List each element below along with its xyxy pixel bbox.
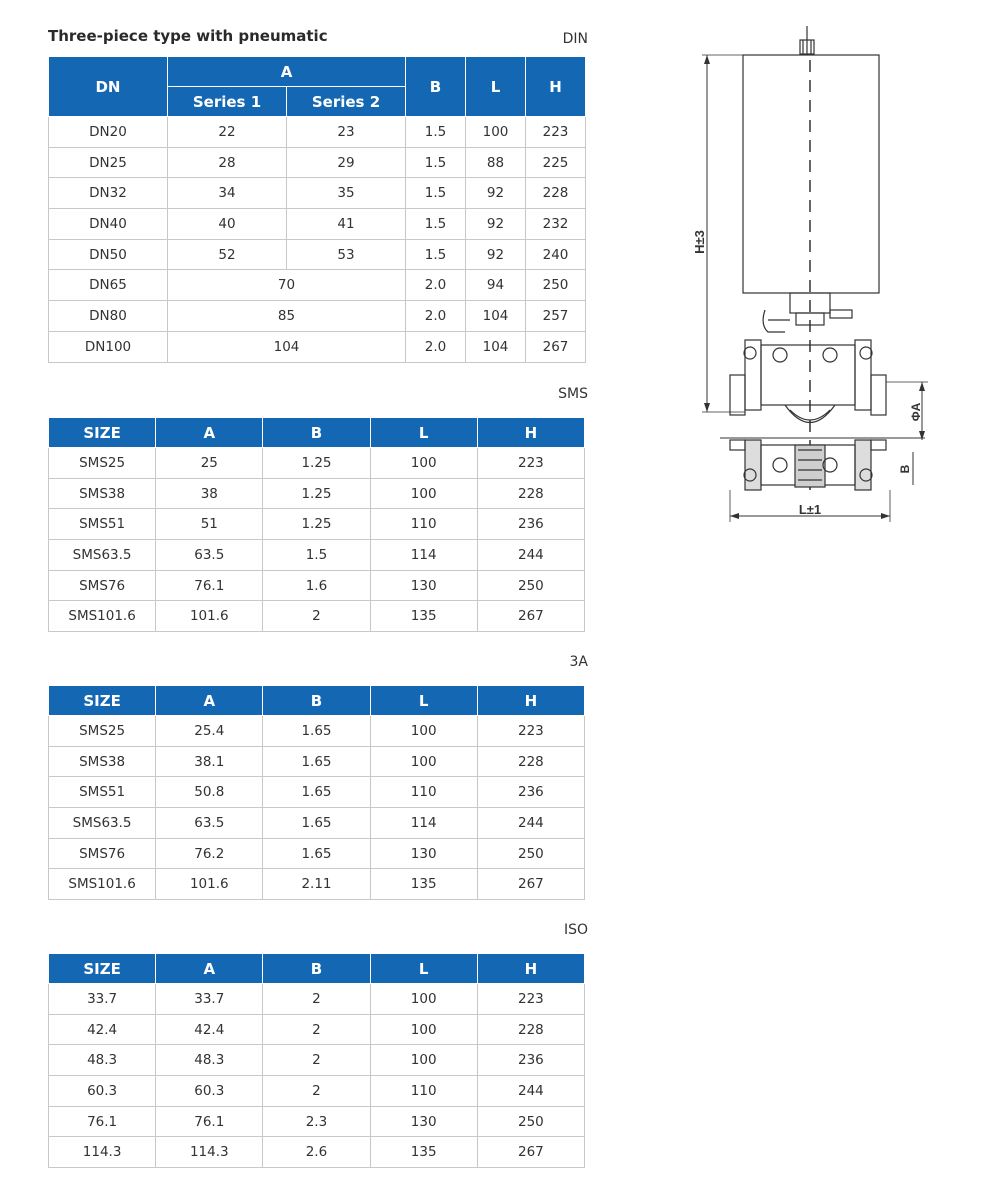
table-row — [49, 147, 586, 178]
cell-b: 2.6 — [263, 1137, 370, 1168]
cell-b: 2 — [263, 1014, 370, 1045]
cell-a-series1: 52 — [168, 239, 287, 270]
cell-h: 257 — [526, 301, 586, 332]
cell-size: 33.7 — [49, 984, 156, 1015]
cell-h: 236 — [477, 509, 584, 540]
cell-b: 2 — [263, 984, 370, 1015]
table-row — [49, 1106, 585, 1137]
cell-size: SMS101.6 — [49, 869, 156, 900]
table-row — [49, 601, 585, 632]
cell-l: 100 — [370, 716, 477, 747]
table-row — [49, 1137, 585, 1168]
cell-a: 104 — [168, 331, 406, 362]
cell-h: 236 — [477, 777, 584, 808]
cell-b: 1.5 — [406, 178, 466, 209]
cell-size: SMS25 — [49, 448, 156, 479]
cell-a-series2: 53 — [287, 239, 406, 270]
cell-h: 250 — [526, 270, 586, 301]
table-row — [49, 1045, 585, 1076]
cell-size: 114.3 — [49, 1137, 156, 1168]
cell-h: 236 — [477, 1045, 584, 1076]
cell-a: 85 — [168, 301, 406, 332]
cell-dn: DN100 — [49, 331, 168, 362]
cell-a: 114.3 — [156, 1137, 263, 1168]
cell-a: 25.4 — [156, 716, 263, 747]
cell-a: 76.1 — [156, 570, 263, 601]
cell-a: 63.5 — [156, 540, 263, 571]
cell-l: 100 — [370, 1045, 477, 1076]
cell-a: 76.1 — [156, 1106, 263, 1137]
table-row — [49, 270, 586, 301]
cell-b: 1.5 — [406, 239, 466, 270]
cell-size: SMS25 — [49, 716, 156, 747]
table-row — [49, 509, 585, 540]
cell-size: SMS76 — [49, 570, 156, 601]
cell-h: 228 — [526, 178, 586, 209]
cell-h: 228 — [477, 478, 584, 509]
cell-h: 244 — [477, 540, 584, 571]
cell-a-series1: 28 — [168, 147, 287, 178]
cell-h: 250 — [477, 838, 584, 869]
col-header-l: L — [466, 57, 526, 117]
cell-b: 2.0 — [406, 331, 466, 362]
cell-dn: DN65 — [49, 270, 168, 301]
cell-dn: DN40 — [49, 209, 168, 240]
col-header-a: A — [156, 954, 263, 984]
iso-label: ISO — [563, 922, 588, 938]
cell-b: 1.5 — [406, 209, 466, 240]
col-header-size: SIZE — [49, 686, 156, 716]
cell-a-series2: 41 — [287, 209, 406, 240]
cell-a: 38.1 — [156, 746, 263, 777]
col-header-dn: DN — [49, 57, 168, 117]
cell-size: 76.1 — [49, 1106, 156, 1137]
cell-a: 63.5 — [156, 808, 263, 839]
cell-b: 2.11 — [263, 869, 370, 900]
cell-size: SMS101.6 — [49, 601, 156, 632]
cell-h: 228 — [477, 746, 584, 777]
cell-b: 2.0 — [406, 270, 466, 301]
col-header-series1: Series 1 — [168, 87, 287, 117]
cell-l: 135 — [370, 601, 477, 632]
cell-b: 1.65 — [263, 746, 370, 777]
cell-size: 48.3 — [49, 1045, 156, 1076]
cell-size: 60.3 — [49, 1076, 156, 1107]
table-row — [49, 209, 586, 240]
cell-h: 223 — [477, 984, 584, 1015]
dim-l-label: L±1 — [798, 502, 822, 517]
cell-a: 101.6 — [156, 869, 263, 900]
col-header-b: B — [263, 954, 370, 984]
table-row — [49, 239, 586, 270]
cell-size: SMS38 — [49, 746, 156, 777]
table-row — [49, 570, 585, 601]
cell-a: 33.7 — [156, 984, 263, 1015]
cell-l: 88 — [466, 147, 526, 178]
cell-l: 100 — [370, 478, 477, 509]
cell-h: 225 — [526, 147, 586, 178]
cell-l: 92 — [466, 178, 526, 209]
din-label: DIN — [562, 31, 588, 47]
cell-a: 50.8 — [156, 777, 263, 808]
cell-l: 92 — [466, 239, 526, 270]
cell-l: 110 — [370, 777, 477, 808]
cell-size: SMS63.5 — [49, 808, 156, 839]
cell-size: SMS51 — [49, 509, 156, 540]
cell-l: 110 — [370, 509, 477, 540]
table-row — [49, 838, 585, 869]
col-header-size: SIZE — [49, 954, 156, 984]
cell-l: 100 — [466, 117, 526, 148]
cell-h: 267 — [477, 1137, 584, 1168]
cell-size: SMS51 — [49, 777, 156, 808]
cell-b: 2.3 — [263, 1106, 370, 1137]
cell-size: 42.4 — [49, 1014, 156, 1045]
cell-l: 110 — [370, 1076, 477, 1107]
cell-a: 60.3 — [156, 1076, 263, 1107]
table-row — [49, 716, 585, 747]
cell-dn: DN80 — [49, 301, 168, 332]
cell-h: 267 — [477, 601, 584, 632]
cell-h: 240 — [526, 239, 586, 270]
table-row — [49, 301, 586, 332]
table-row — [49, 869, 585, 900]
cell-a: 101.6 — [156, 601, 263, 632]
cell-a-series2: 35 — [287, 178, 406, 209]
cell-b: 2 — [263, 1076, 370, 1107]
table-row — [49, 540, 585, 571]
cell-b: 1.5 — [406, 117, 466, 148]
cell-dn: DN20 — [49, 117, 168, 148]
cell-a-series1: 34 — [168, 178, 287, 209]
col-header-h: H — [477, 954, 584, 984]
col-header-h: H — [526, 57, 586, 117]
cell-b: 1.65 — [263, 716, 370, 747]
cell-h: 223 — [477, 448, 584, 479]
cell-l: 100 — [370, 746, 477, 777]
col-header-h: H — [477, 418, 584, 448]
sms-label: SMS — [558, 386, 588, 402]
cell-b: 1.6 — [263, 570, 370, 601]
col-header-l: L — [370, 686, 477, 716]
cell-size: SMS63.5 — [49, 540, 156, 571]
cell-a: 48.3 — [156, 1045, 263, 1076]
3a-label: 3A — [569, 654, 588, 670]
cell-h: 267 — [526, 331, 586, 362]
cell-l: 130 — [370, 838, 477, 869]
cell-b: 1.25 — [263, 509, 370, 540]
col-header-h: H — [477, 686, 584, 716]
cell-b: 1.65 — [263, 838, 370, 869]
cell-l: 135 — [370, 869, 477, 900]
dim-h-label: H±3 — [692, 230, 707, 254]
cell-b: 1.25 — [263, 448, 370, 479]
dim-b-label: B — [898, 464, 912, 474]
cell-h: 250 — [477, 570, 584, 601]
col-header-b: B — [263, 418, 370, 448]
cell-l: 104 — [466, 301, 526, 332]
col-header-a: A — [156, 418, 263, 448]
cell-b: 1.65 — [263, 777, 370, 808]
iso-table — [48, 953, 585, 1168]
cell-a: 42.4 — [156, 1014, 263, 1045]
cell-size: SMS76 — [49, 838, 156, 869]
din-table — [48, 56, 586, 363]
table-row — [49, 117, 586, 148]
table-row — [49, 746, 585, 777]
cell-l: 100 — [370, 1014, 477, 1045]
cell-a: 70 — [168, 270, 406, 301]
page-title: Three-piece type with pneumatic — [48, 27, 328, 45]
actuator-cylinder — [743, 55, 879, 293]
cell-b: 1.5 — [406, 147, 466, 178]
cell-a-series1: 22 — [168, 117, 287, 148]
table-row — [49, 448, 585, 479]
table-row — [49, 777, 585, 808]
table-row — [49, 984, 585, 1015]
cell-l: 135 — [370, 1137, 477, 1168]
cell-a: 25 — [156, 448, 263, 479]
cell-l: 92 — [466, 209, 526, 240]
cell-a-series2: 29 — [287, 147, 406, 178]
sms-table — [48, 417, 585, 632]
col-header-b: B — [406, 57, 466, 117]
dim-a-label: ΦA — [909, 402, 923, 422]
cell-dn: DN25 — [49, 147, 168, 178]
cell-h: 250 — [477, 1106, 584, 1137]
col-header-l: L — [370, 954, 477, 984]
col-header-l: L — [370, 418, 477, 448]
cell-b: 2 — [263, 1045, 370, 1076]
cell-l: 130 — [370, 570, 477, 601]
cell-a: 51 — [156, 509, 263, 540]
cell-h: 244 — [477, 1076, 584, 1107]
cell-size: SMS38 — [49, 478, 156, 509]
cell-b: 1.5 — [263, 540, 370, 571]
cell-l: 100 — [370, 448, 477, 479]
cell-l: 100 — [370, 984, 477, 1015]
col-header-a: A — [168, 57, 406, 87]
table-row — [49, 478, 585, 509]
cell-b: 2.0 — [406, 301, 466, 332]
cell-a-series1: 40 — [168, 209, 287, 240]
col-header-a: A — [156, 686, 263, 716]
table-row — [49, 331, 586, 362]
cell-h: 223 — [526, 117, 586, 148]
valve-technical-drawing — [690, 20, 940, 530]
cell-l: 130 — [370, 1106, 477, 1137]
cell-h: 232 — [526, 209, 586, 240]
cell-l: 114 — [370, 808, 477, 839]
cell-l: 114 — [370, 540, 477, 571]
col-header-series2: Series 2 — [287, 87, 406, 117]
col-header-b: B — [263, 686, 370, 716]
table-row — [49, 1076, 585, 1107]
table-row — [49, 1014, 585, 1045]
cell-b: 1.65 — [263, 808, 370, 839]
table-row — [49, 808, 585, 839]
cell-dn: DN50 — [49, 239, 168, 270]
cell-h: 223 — [477, 716, 584, 747]
cell-b: 2 — [263, 601, 370, 632]
cell-a: 76.2 — [156, 838, 263, 869]
cell-a: 38 — [156, 478, 263, 509]
cell-h: 244 — [477, 808, 584, 839]
cell-h: 228 — [477, 1014, 584, 1045]
cell-h: 267 — [477, 869, 584, 900]
cell-b: 1.25 — [263, 478, 370, 509]
col-header-size: SIZE — [49, 418, 156, 448]
cell-a-series2: 23 — [287, 117, 406, 148]
cell-l: 104 — [466, 331, 526, 362]
3a-table — [48, 685, 585, 900]
table-row — [49, 178, 586, 209]
cell-dn: DN32 — [49, 178, 168, 209]
cell-l: 94 — [466, 270, 526, 301]
